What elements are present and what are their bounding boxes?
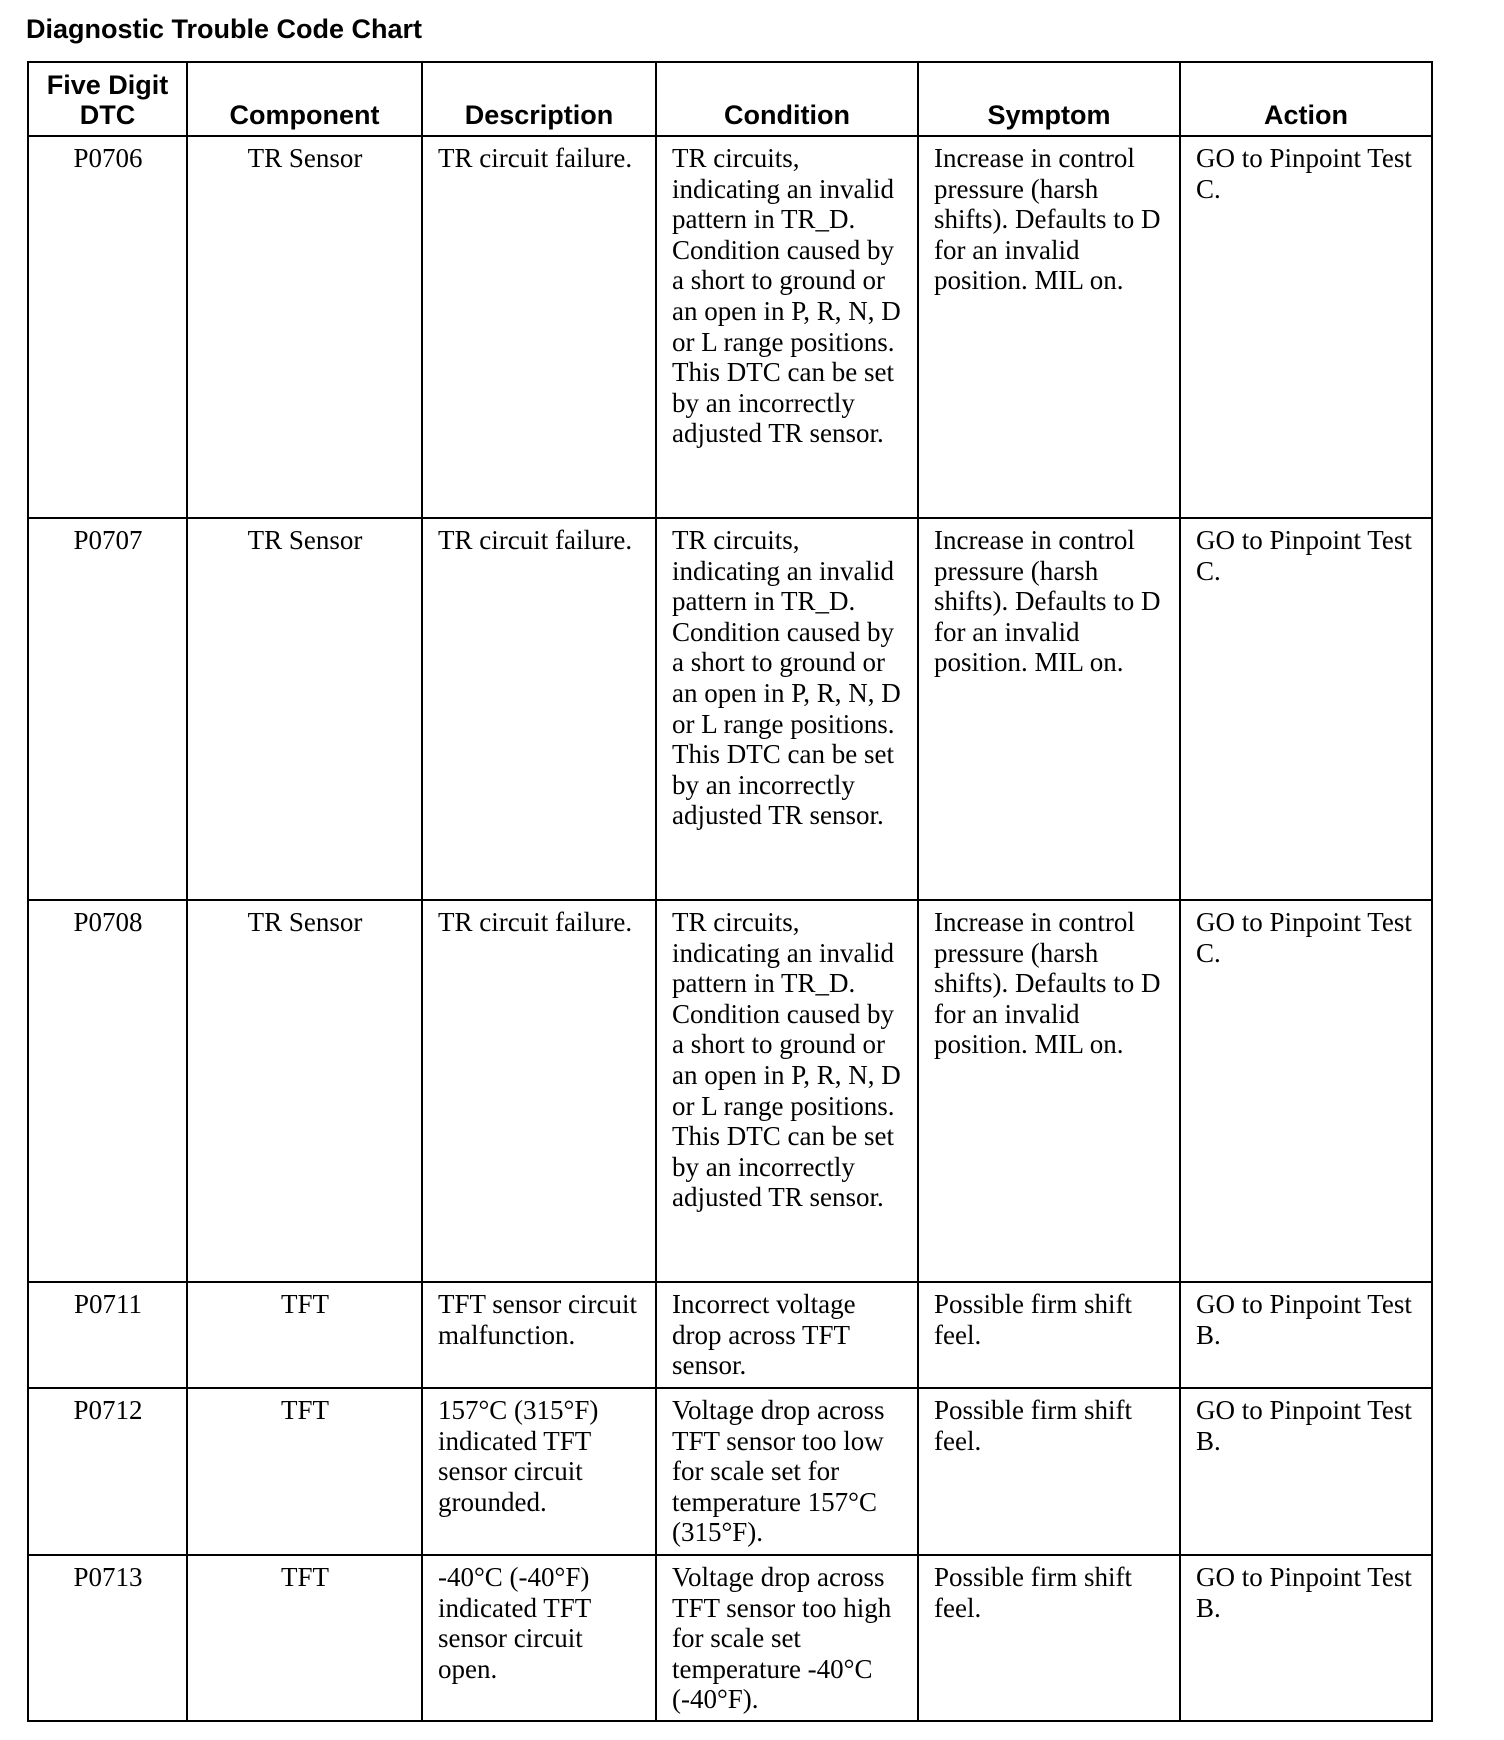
symptom-cell: Possible firm shift feel. bbox=[918, 1555, 1180, 1721]
dtc-code: P0713 bbox=[28, 1555, 187, 1721]
dtc-table bbox=[27, 61, 1433, 1722]
condition-cell: TR circuits, indicating an invalid pattern in TR_D. Condition caused by a short to ground or an open in P, R, N, D or L range positions. This DTC can be set by an incorrectly adjusted TR sensor. bbox=[656, 518, 918, 900]
component-cell: TFT bbox=[187, 1388, 422, 1555]
page-title: Diagnostic Trouble Code Chart bbox=[26, 14, 423, 44]
action-cell: GO to Pinpoint Test C. bbox=[1180, 518, 1432, 900]
component-cell: TR Sensor bbox=[187, 136, 422, 518]
header-description: Description bbox=[422, 62, 656, 136]
action-cell: GO to Pinpoint Test C. bbox=[1180, 136, 1432, 518]
dtc-code: P0708 bbox=[28, 900, 187, 1282]
dtc-code: P0706 bbox=[28, 136, 187, 518]
condition-cell: TR circuits, indicating an invalid pattern in TR_D. Condition caused by a short to ground or an open in P, R, N, D or L range positions. This DTC can be set by an incorrectly adjusted TR sensor. bbox=[656, 136, 918, 518]
action-cell: GO to Pinpoint Test B. bbox=[1180, 1282, 1432, 1388]
description-cell: TR circuit failure. bbox=[422, 136, 656, 518]
header-component: Component bbox=[187, 62, 422, 136]
action-cell: GO to Pinpoint Test C. bbox=[1180, 900, 1432, 1282]
action-cell: GO to Pinpoint Test B. bbox=[1180, 1388, 1432, 1555]
component-cell: TFT bbox=[187, 1282, 422, 1388]
table-row bbox=[28, 900, 1432, 1282]
symptom-cell: Increase in control pressure (harsh shifts). Defaults to D for an invalid position. MIL on. bbox=[918, 518, 1180, 900]
symptom-cell: Possible firm shift feel. bbox=[918, 1388, 1180, 1555]
description-cell: TR circuit failure. bbox=[422, 900, 656, 1282]
symptom-cell: Increase in control pressure (harsh shifts). Defaults to D for an invalid position. MIL on. bbox=[918, 900, 1180, 1282]
component-cell: TFT bbox=[187, 1555, 422, 1721]
symptom-cell: Possible firm shift feel. bbox=[918, 1282, 1180, 1388]
description-cell: -40°C (-40°F) indicated TFT sensor circuit open. bbox=[422, 1555, 656, 1721]
symptom-cell: Increase in control pressure (harsh shifts). Defaults to D for an invalid position. MIL on. bbox=[918, 136, 1180, 518]
condition-cell: Voltage drop across TFT sensor too low for scale set for temperature 157°C (315°F). bbox=[656, 1388, 918, 1555]
description-cell: TFT sensor circuit malfunction. bbox=[422, 1282, 656, 1388]
dtc-code: P0707 bbox=[28, 518, 187, 900]
description-cell: 157°C (315°F) indicated TFT sensor circuit grounded. bbox=[422, 1388, 656, 1555]
header-symptom: Symptom bbox=[918, 62, 1180, 136]
dtc-code: P0712 bbox=[28, 1388, 187, 1555]
condition-cell: TR circuits, indicating an invalid pattern in TR_D. Condition caused by a short to ground or an open in P, R, N, D or L range positions. This DTC can be set by an incorrectly adjusted TR sensor. bbox=[656, 900, 918, 1282]
header-action: Action bbox=[1180, 62, 1432, 136]
condition-cell: Voltage drop across TFT sensor too high for scale set temperature -40°C (-40°F). bbox=[656, 1555, 918, 1721]
table-row bbox=[28, 1555, 1432, 1721]
table-header-row bbox=[28, 62, 1432, 136]
table-row bbox=[28, 136, 1432, 518]
action-cell: GO to Pinpoint Test B. bbox=[1180, 1555, 1432, 1721]
header-dtc: Five Digit DTC bbox=[28, 62, 187, 136]
dtc-code: P0711 bbox=[28, 1282, 187, 1388]
condition-cell: Incorrect voltage drop across TFT sensor. bbox=[656, 1282, 918, 1388]
header-condition: Condition bbox=[656, 62, 918, 136]
table-row bbox=[28, 518, 1432, 900]
description-cell: TR circuit failure. bbox=[422, 518, 656, 900]
table-row bbox=[28, 1388, 1432, 1555]
component-cell: TR Sensor bbox=[187, 900, 422, 1282]
table-row bbox=[28, 1282, 1432, 1388]
component-cell: TR Sensor bbox=[187, 518, 422, 900]
